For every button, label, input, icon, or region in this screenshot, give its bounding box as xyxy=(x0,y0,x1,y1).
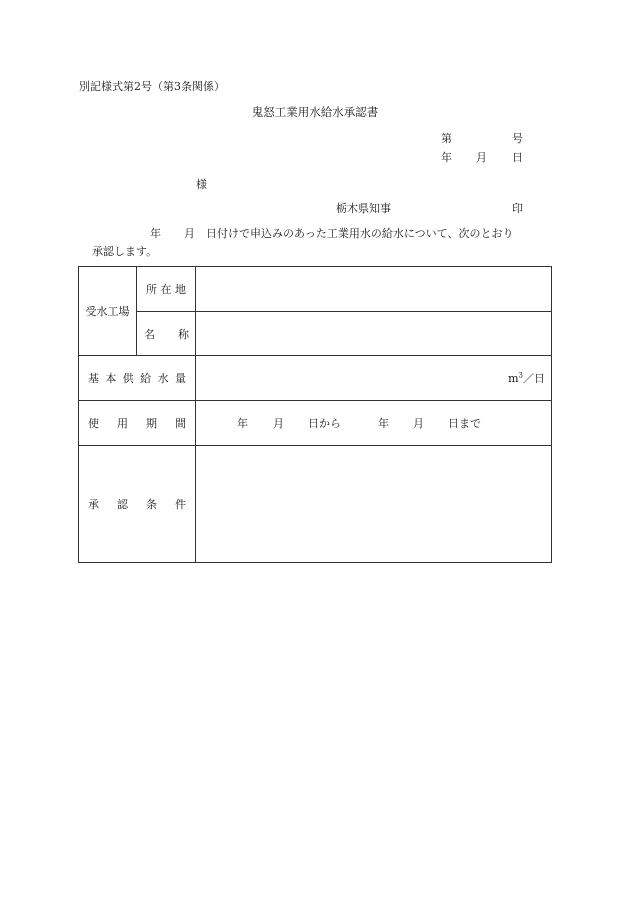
body-text-line1: 日付けで申込みのあった工業用水の給水について、次のとおり xyxy=(206,227,514,240)
base-supply-label-char: 給 xyxy=(140,372,152,385)
base-supply-label-char: 本 xyxy=(105,372,117,385)
period-label-char: 用 xyxy=(117,417,128,430)
location-row xyxy=(79,267,552,312)
body-year: 年 xyxy=(150,227,161,240)
period-to-year: 年 xyxy=(378,417,389,430)
date-year: 年 xyxy=(441,151,452,164)
location-value-cell[interactable] xyxy=(196,267,552,312)
conditions-label-char: 条 xyxy=(146,498,157,511)
period-label-char: 使 xyxy=(88,417,99,430)
name-value-cell[interactable] xyxy=(196,312,552,356)
base-supply-value-cell[interactable] xyxy=(196,356,552,401)
period-label-cell xyxy=(79,401,196,446)
body-text-line2: 承認します。 xyxy=(92,245,158,258)
addressee-honorific: 様 xyxy=(196,178,207,191)
location-label: 所 在 地 xyxy=(146,283,186,296)
base-supply-row xyxy=(79,356,552,401)
base-supply-label-char: 供 xyxy=(122,372,134,385)
name-label-right: 称 xyxy=(178,327,189,341)
approval-table xyxy=(78,266,552,563)
conditions-label-char: 認 xyxy=(117,498,128,511)
period-to-day: 日まで xyxy=(448,417,481,430)
period-label-char: 間 xyxy=(175,417,186,430)
period-from-day: 日から xyxy=(308,417,341,430)
base-supply-label-char: 水 xyxy=(157,372,169,385)
name-label-left: 名 xyxy=(144,327,155,341)
period-label xyxy=(79,415,195,431)
seal-mark: 印 xyxy=(512,202,523,215)
period-value-cell[interactable] xyxy=(196,401,552,446)
date-month: 月 xyxy=(476,151,487,164)
base-supply-label xyxy=(79,370,195,386)
conditions-label-char: 件 xyxy=(175,498,186,511)
base-supply-label-cell xyxy=(79,356,196,401)
name-label-cell xyxy=(137,312,196,356)
period-from-month: 月 xyxy=(273,417,284,430)
conditions-row xyxy=(79,446,552,563)
base-supply-label-char: 量 xyxy=(174,372,186,385)
period-to-month: 月 xyxy=(413,417,424,430)
period-row xyxy=(79,401,552,446)
document-title: 鬼怒工業用水給水承認書 xyxy=(251,105,379,119)
date-day: 日 xyxy=(512,151,523,164)
base-supply-unit: $m^3/$日 xyxy=(508,371,545,385)
document-number-suffix: 号 xyxy=(512,132,523,145)
factory-group-text: 受水工場 xyxy=(85,305,130,318)
form-number-label: 別記様式第2号（第3条関係） xyxy=(79,80,225,93)
conditions-value-cell[interactable] xyxy=(196,446,552,563)
name-row xyxy=(79,312,552,356)
factory-group-label xyxy=(79,267,137,356)
conditions-label xyxy=(79,496,195,512)
conditions-label-cell xyxy=(79,446,196,563)
body-month: 月 xyxy=(184,227,195,240)
period-label-char: 期 xyxy=(146,417,157,430)
issuer-name: 栃木県知事 xyxy=(336,202,391,215)
location-label-cell xyxy=(137,267,196,312)
period-from-year: 年 xyxy=(237,417,248,430)
document-number-prefix: 第 xyxy=(441,132,452,145)
base-supply-label-char: 基 xyxy=(88,372,99,385)
conditions-label-char: 承 xyxy=(88,498,99,511)
